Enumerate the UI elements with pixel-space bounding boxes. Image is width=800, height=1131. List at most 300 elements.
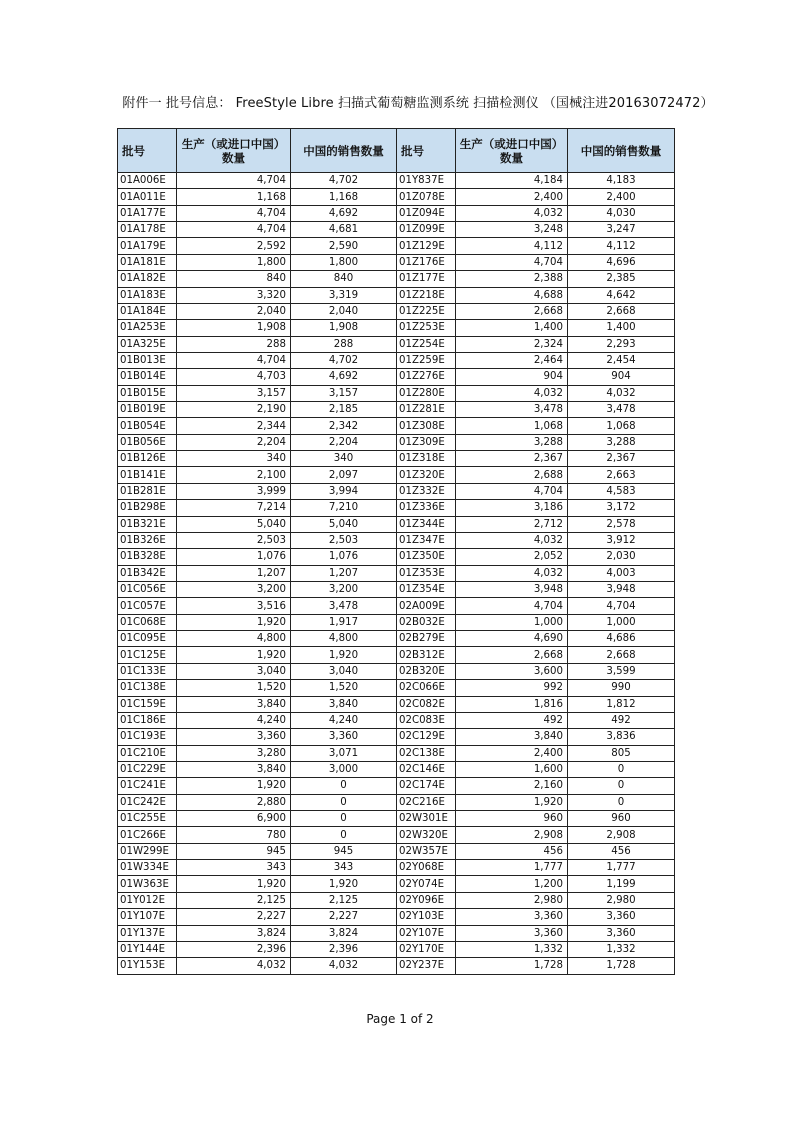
batch-number-cell: 01B054E bbox=[118, 418, 177, 434]
production-quantity-cell: 2,040 bbox=[177, 303, 291, 319]
table-row bbox=[118, 336, 675, 352]
batch-number-cell: 01C159E bbox=[118, 696, 177, 712]
table-row bbox=[118, 680, 675, 696]
table-row bbox=[118, 647, 675, 663]
production-quantity-cell: 4,240 bbox=[177, 712, 291, 728]
china-sales-cell: 1,207 bbox=[291, 565, 397, 581]
col-header-sales: 中国的销售数量 bbox=[568, 129, 675, 173]
china-sales-cell: 7,210 bbox=[291, 500, 397, 516]
china-sales-cell: 1,199 bbox=[568, 876, 675, 892]
china-sales-cell: 4,112 bbox=[568, 238, 675, 254]
table-row bbox=[118, 892, 675, 908]
production-quantity-cell: 7,214 bbox=[177, 500, 291, 516]
batch-number-cell: 01Z254E bbox=[397, 336, 456, 352]
production-quantity-cell: 1,908 bbox=[177, 320, 291, 336]
production-quantity-cell: 960 bbox=[456, 811, 568, 827]
china-sales-cell: 960 bbox=[568, 811, 675, 827]
china-sales-cell: 0 bbox=[568, 761, 675, 777]
production-quantity-cell: 340 bbox=[177, 451, 291, 467]
production-quantity-cell: 1,777 bbox=[456, 860, 568, 876]
batch-number-cell: 01A325E bbox=[118, 336, 177, 352]
table-row bbox=[118, 729, 675, 745]
batch-number-cell: 01Z350E bbox=[397, 549, 456, 565]
production-quantity-cell: 4,704 bbox=[456, 598, 568, 614]
china-sales-cell: 3,994 bbox=[291, 483, 397, 499]
china-sales-cell: 1,920 bbox=[291, 647, 397, 663]
production-quantity-cell: 2,400 bbox=[456, 189, 568, 205]
batch-number-cell: 01C242E bbox=[118, 794, 177, 810]
table-row bbox=[118, 189, 675, 205]
batch-number-cell: 02C083E bbox=[397, 712, 456, 728]
production-quantity-cell: 4,184 bbox=[456, 173, 568, 189]
batch-number-cell: 01B281E bbox=[118, 483, 177, 499]
table-row bbox=[118, 303, 675, 319]
china-sales-cell: 3,319 bbox=[291, 287, 397, 303]
china-sales-cell: 3,040 bbox=[291, 663, 397, 679]
table-row bbox=[118, 843, 675, 859]
china-sales-cell: 945 bbox=[291, 843, 397, 859]
china-sales-cell: 1,076 bbox=[291, 549, 397, 565]
batch-number-cell: 01A178E bbox=[118, 222, 177, 238]
batch-number-cell: 01Z320E bbox=[397, 467, 456, 483]
china-sales-cell: 1,908 bbox=[291, 320, 397, 336]
china-sales-cell: 1,812 bbox=[568, 696, 675, 712]
table-row bbox=[118, 712, 675, 728]
production-quantity-cell: 1,800 bbox=[177, 254, 291, 270]
batch-number-cell: 01A011E bbox=[118, 189, 177, 205]
china-sales-cell: 2,454 bbox=[568, 352, 675, 368]
china-sales-cell: 2,125 bbox=[291, 892, 397, 908]
batch-number-cell: 01Z253E bbox=[397, 320, 456, 336]
china-sales-cell: 4,681 bbox=[291, 222, 397, 238]
table-row bbox=[118, 941, 675, 957]
production-quantity-cell: 343 bbox=[177, 860, 291, 876]
batch-number-cell: 01A184E bbox=[118, 303, 177, 319]
china-sales-cell: 2,578 bbox=[568, 516, 675, 532]
table-row bbox=[118, 614, 675, 630]
china-sales-cell: 1,000 bbox=[568, 614, 675, 630]
batch-number-cell: 01Z318E bbox=[397, 451, 456, 467]
batch-number-cell: 01Z281E bbox=[397, 402, 456, 418]
production-quantity-cell: 2,160 bbox=[456, 778, 568, 794]
batch-number-cell: 02Y096E bbox=[397, 892, 456, 908]
batch-number-cell: 01Y137E bbox=[118, 925, 177, 941]
batch-number-cell: 01Z347E bbox=[397, 532, 456, 548]
batch-number-cell: 01C068E bbox=[118, 614, 177, 630]
batch-number-cell: 01B141E bbox=[118, 467, 177, 483]
page-footer: Page 1 of 2 bbox=[366, 1012, 434, 1026]
china-sales-cell: 492 bbox=[568, 712, 675, 728]
table-row bbox=[118, 451, 675, 467]
production-quantity-cell: 1,207 bbox=[177, 565, 291, 581]
production-quantity-cell: 2,388 bbox=[456, 271, 568, 287]
production-quantity-cell: 2,227 bbox=[177, 909, 291, 925]
batch-number-cell: 01Y144E bbox=[118, 941, 177, 957]
china-sales-cell: 1,920 bbox=[291, 876, 397, 892]
batch-number-cell: 01C255E bbox=[118, 811, 177, 827]
china-sales-cell: 2,293 bbox=[568, 336, 675, 352]
china-sales-cell: 340 bbox=[291, 451, 397, 467]
china-sales-cell: 4,704 bbox=[568, 598, 675, 614]
china-sales-cell: 4,686 bbox=[568, 631, 675, 647]
production-quantity-cell: 1,000 bbox=[456, 614, 568, 630]
table-row bbox=[118, 860, 675, 876]
china-sales-cell: 1,917 bbox=[291, 614, 397, 630]
batch-number-cell: 01Z177E bbox=[397, 271, 456, 287]
production-quantity-cell: 2,592 bbox=[177, 238, 291, 254]
batch-number-cell: 02C129E bbox=[397, 729, 456, 745]
batch-number-cell: 02B032E bbox=[397, 614, 456, 630]
production-quantity-cell: 2,367 bbox=[456, 451, 568, 467]
batch-number-cell: 01A182E bbox=[118, 271, 177, 287]
production-quantity-cell: 3,288 bbox=[456, 434, 568, 450]
china-sales-cell: 4,030 bbox=[568, 205, 675, 221]
production-quantity-cell: 3,600 bbox=[456, 663, 568, 679]
china-sales-cell: 3,599 bbox=[568, 663, 675, 679]
china-sales-cell: 2,668 bbox=[568, 303, 675, 319]
col-header-production: 生产（或进口中国） 数量 bbox=[177, 129, 291, 173]
china-sales-cell: 4,583 bbox=[568, 483, 675, 499]
production-quantity-cell: 1,920 bbox=[177, 876, 291, 892]
china-sales-cell: 4,800 bbox=[291, 631, 397, 647]
batch-number-cell: 01Y107E bbox=[118, 909, 177, 925]
china-sales-cell: 1,332 bbox=[568, 941, 675, 957]
table-row bbox=[118, 320, 675, 336]
china-sales-cell: 2,385 bbox=[568, 271, 675, 287]
batch-number-cell: 01Z309E bbox=[397, 434, 456, 450]
batch-number-cell: 01Z078E bbox=[397, 189, 456, 205]
china-sales-cell: 3,836 bbox=[568, 729, 675, 745]
china-sales-cell: 990 bbox=[568, 680, 675, 696]
production-quantity-cell: 4,690 bbox=[456, 631, 568, 647]
china-sales-cell: 343 bbox=[291, 860, 397, 876]
batch-number-cell: 01B126E bbox=[118, 451, 177, 467]
china-sales-cell: 1,168 bbox=[291, 189, 397, 205]
batch-number-cell: 01Z176E bbox=[397, 254, 456, 270]
china-sales-cell: 4,032 bbox=[291, 958, 397, 974]
batch-number-cell: 01Z276E bbox=[397, 369, 456, 385]
china-sales-cell: 1,400 bbox=[568, 320, 675, 336]
china-sales-cell: 904 bbox=[568, 369, 675, 385]
table-header-row bbox=[118, 129, 675, 173]
batch-number-cell: 01C241E bbox=[118, 778, 177, 794]
table-row bbox=[118, 385, 675, 401]
production-quantity-cell: 6,900 bbox=[177, 811, 291, 827]
china-sales-cell: 1,068 bbox=[568, 418, 675, 434]
batch-number-cell: 02Y074E bbox=[397, 876, 456, 892]
batch-number-cell: 01C125E bbox=[118, 647, 177, 663]
production-quantity-cell: 1,920 bbox=[177, 778, 291, 794]
china-sales-cell: 2,342 bbox=[291, 418, 397, 434]
china-sales-cell: 3,824 bbox=[291, 925, 397, 941]
table-row bbox=[118, 876, 675, 892]
china-sales-cell: 2,030 bbox=[568, 549, 675, 565]
production-quantity-cell: 780 bbox=[177, 827, 291, 843]
china-sales-cell: 4,696 bbox=[568, 254, 675, 270]
production-quantity-cell: 2,052 bbox=[456, 549, 568, 565]
batch-number-cell: 01Z129E bbox=[397, 238, 456, 254]
table-row bbox=[118, 909, 675, 925]
batch-number-cell: 01Z354E bbox=[397, 581, 456, 597]
table-row bbox=[118, 761, 675, 777]
china-sales-cell: 2,980 bbox=[568, 892, 675, 908]
china-sales-cell: 4,003 bbox=[568, 565, 675, 581]
batch-number-cell: 01B015E bbox=[118, 385, 177, 401]
china-sales-cell: 2,204 bbox=[291, 434, 397, 450]
table-row bbox=[118, 532, 675, 548]
table-row bbox=[118, 254, 675, 270]
china-sales-cell: 2,367 bbox=[568, 451, 675, 467]
batch-number-cell: 01Z259E bbox=[397, 352, 456, 368]
production-quantity-cell: 2,880 bbox=[177, 794, 291, 810]
production-quantity-cell: 1,728 bbox=[456, 958, 568, 974]
batch-table bbox=[117, 128, 675, 975]
china-sales-cell: 4,183 bbox=[568, 173, 675, 189]
table-row bbox=[118, 549, 675, 565]
batch-number-cell: 01C095E bbox=[118, 631, 177, 647]
production-quantity-cell: 2,324 bbox=[456, 336, 568, 352]
production-quantity-cell: 4,704 bbox=[177, 352, 291, 368]
production-quantity-cell: 3,360 bbox=[456, 925, 568, 941]
table-row bbox=[118, 238, 675, 254]
batch-number-cell: 01B321E bbox=[118, 516, 177, 532]
china-sales-cell: 3,071 bbox=[291, 745, 397, 761]
china-sales-cell: 4,692 bbox=[291, 369, 397, 385]
china-sales-cell: 0 bbox=[291, 794, 397, 810]
production-quantity-cell: 2,400 bbox=[456, 745, 568, 761]
production-quantity-cell: 4,112 bbox=[456, 238, 568, 254]
batch-number-cell: 01Z344E bbox=[397, 516, 456, 532]
production-quantity-cell: 4,032 bbox=[456, 565, 568, 581]
batch-number-cell: 01Z280E bbox=[397, 385, 456, 401]
production-quantity-cell: 904 bbox=[456, 369, 568, 385]
china-sales-cell: 3,912 bbox=[568, 532, 675, 548]
batch-number-cell: 01C266E bbox=[118, 827, 177, 843]
batch-number-cell: 02Y107E bbox=[397, 925, 456, 941]
table-row bbox=[118, 434, 675, 450]
production-quantity-cell: 3,840 bbox=[177, 761, 291, 777]
china-sales-cell: 3,172 bbox=[568, 500, 675, 516]
batch-number-cell: 02C066E bbox=[397, 680, 456, 696]
table-row bbox=[118, 173, 675, 189]
production-quantity-cell: 4,704 bbox=[177, 205, 291, 221]
table-row bbox=[118, 271, 675, 287]
batch-number-cell: 02Y170E bbox=[397, 941, 456, 957]
col-header-batch: 批号 bbox=[118, 129, 177, 173]
production-quantity-cell: 3,999 bbox=[177, 483, 291, 499]
table-row bbox=[118, 222, 675, 238]
batch-number-cell: 01C138E bbox=[118, 680, 177, 696]
china-sales-cell: 2,908 bbox=[568, 827, 675, 843]
production-quantity-cell: 2,396 bbox=[177, 941, 291, 957]
table-row bbox=[118, 467, 675, 483]
production-quantity-cell: 1,168 bbox=[177, 189, 291, 205]
batch-number-cell: 01C193E bbox=[118, 729, 177, 745]
batch-number-cell: 01B328E bbox=[118, 549, 177, 565]
col-header-sales: 中国的销售数量 bbox=[291, 129, 397, 173]
china-sales-cell: 805 bbox=[568, 745, 675, 761]
china-sales-cell: 4,702 bbox=[291, 173, 397, 189]
batch-number-cell: 02W301E bbox=[397, 811, 456, 827]
production-quantity-cell: 3,248 bbox=[456, 222, 568, 238]
batch-number-cell: 01W299E bbox=[118, 843, 177, 859]
table-row bbox=[118, 631, 675, 647]
batch-number-cell: 01C210E bbox=[118, 745, 177, 761]
batch-number-cell: 01A183E bbox=[118, 287, 177, 303]
production-quantity-cell: 3,516 bbox=[177, 598, 291, 614]
production-quantity-cell: 492 bbox=[456, 712, 568, 728]
china-sales-cell: 2,227 bbox=[291, 909, 397, 925]
china-sales-cell: 3,200 bbox=[291, 581, 397, 597]
production-quantity-cell: 1,920 bbox=[177, 647, 291, 663]
production-quantity-cell: 4,704 bbox=[456, 483, 568, 499]
batch-number-cell: 01Z332E bbox=[397, 483, 456, 499]
production-quantity-cell: 4,703 bbox=[177, 369, 291, 385]
table-row bbox=[118, 500, 675, 516]
china-sales-cell: 3,288 bbox=[568, 434, 675, 450]
table-row bbox=[118, 369, 675, 385]
china-sales-cell: 5,040 bbox=[291, 516, 397, 532]
production-quantity-cell: 2,668 bbox=[456, 647, 568, 663]
production-quantity-cell: 4,704 bbox=[177, 222, 291, 238]
table-row bbox=[118, 516, 675, 532]
table-row bbox=[118, 598, 675, 614]
batch-number-cell: 01C057E bbox=[118, 598, 177, 614]
batch-number-cell: 01A181E bbox=[118, 254, 177, 270]
table-row bbox=[118, 205, 675, 221]
table-row bbox=[118, 402, 675, 418]
batch-number-cell: 01C186E bbox=[118, 712, 177, 728]
batch-number-cell: 02B320E bbox=[397, 663, 456, 679]
production-quantity-cell: 945 bbox=[177, 843, 291, 859]
batch-number-cell: 01Y837E bbox=[397, 173, 456, 189]
table-row bbox=[118, 352, 675, 368]
production-quantity-cell: 992 bbox=[456, 680, 568, 696]
batch-number-cell: 02Y237E bbox=[397, 958, 456, 974]
production-quantity-cell: 5,040 bbox=[177, 516, 291, 532]
china-sales-cell: 0 bbox=[568, 778, 675, 794]
production-quantity-cell: 4,704 bbox=[177, 173, 291, 189]
batch-number-cell: 01Z336E bbox=[397, 500, 456, 516]
china-sales-cell: 4,032 bbox=[568, 385, 675, 401]
batch-number-cell: 01Z308E bbox=[397, 418, 456, 434]
production-quantity-cell: 3,824 bbox=[177, 925, 291, 941]
china-sales-cell: 2,097 bbox=[291, 467, 397, 483]
batch-number-cell: 01B298E bbox=[118, 500, 177, 516]
production-quantity-cell: 3,360 bbox=[177, 729, 291, 745]
batch-number-cell: 01Z094E bbox=[397, 205, 456, 221]
table-row bbox=[118, 418, 675, 434]
production-quantity-cell: 3,840 bbox=[177, 696, 291, 712]
batch-number-cell: 01B014E bbox=[118, 369, 177, 385]
production-quantity-cell: 2,100 bbox=[177, 467, 291, 483]
china-sales-cell: 2,590 bbox=[291, 238, 397, 254]
batch-number-cell: 02W357E bbox=[397, 843, 456, 859]
production-quantity-cell: 2,344 bbox=[177, 418, 291, 434]
production-quantity-cell: 4,032 bbox=[456, 205, 568, 221]
china-sales-cell: 0 bbox=[568, 794, 675, 810]
production-quantity-cell: 2,980 bbox=[456, 892, 568, 908]
china-sales-cell: 288 bbox=[291, 336, 397, 352]
production-quantity-cell: 2,464 bbox=[456, 352, 568, 368]
table-row bbox=[118, 811, 675, 827]
china-sales-cell: 4,240 bbox=[291, 712, 397, 728]
china-sales-cell: 4,642 bbox=[568, 287, 675, 303]
china-sales-cell: 4,702 bbox=[291, 352, 397, 368]
production-quantity-cell: 2,688 bbox=[456, 467, 568, 483]
production-quantity-cell: 3,948 bbox=[456, 581, 568, 597]
batch-number-cell: 01W334E bbox=[118, 860, 177, 876]
china-sales-cell: 3,840 bbox=[291, 696, 397, 712]
production-quantity-cell: 4,032 bbox=[456, 532, 568, 548]
china-sales-cell: 2,663 bbox=[568, 467, 675, 483]
batch-number-cell: 02C146E bbox=[397, 761, 456, 777]
production-quantity-cell: 4,032 bbox=[177, 958, 291, 974]
col-header-batch: 批号 bbox=[397, 129, 456, 173]
batch-number-cell: 01C056E bbox=[118, 581, 177, 597]
production-quantity-cell: 3,186 bbox=[456, 500, 568, 516]
table-row bbox=[118, 581, 675, 597]
table-row bbox=[118, 794, 675, 810]
china-sales-cell: 840 bbox=[291, 271, 397, 287]
batch-number-cell: 02B312E bbox=[397, 647, 456, 663]
production-quantity-cell: 2,908 bbox=[456, 827, 568, 843]
batch-number-cell: 01B056E bbox=[118, 434, 177, 450]
production-quantity-cell: 2,125 bbox=[177, 892, 291, 908]
batch-number-cell: 01A179E bbox=[118, 238, 177, 254]
batch-number-cell: 01Z353E bbox=[397, 565, 456, 581]
china-sales-cell: 3,360 bbox=[568, 909, 675, 925]
production-quantity-cell: 1,076 bbox=[177, 549, 291, 565]
china-sales-cell: 3,000 bbox=[291, 761, 397, 777]
china-sales-cell: 2,668 bbox=[568, 647, 675, 663]
production-quantity-cell: 1,332 bbox=[456, 941, 568, 957]
production-quantity-cell: 2,190 bbox=[177, 402, 291, 418]
table-row bbox=[118, 827, 675, 843]
table-row bbox=[118, 925, 675, 941]
production-quantity-cell: 4,688 bbox=[456, 287, 568, 303]
batch-number-cell: 01C229E bbox=[118, 761, 177, 777]
table-row bbox=[118, 565, 675, 581]
batch-number-cell: 01Y153E bbox=[118, 958, 177, 974]
batch-number-cell: 01C133E bbox=[118, 663, 177, 679]
batch-number-cell: 02C082E bbox=[397, 696, 456, 712]
table-row bbox=[118, 483, 675, 499]
production-quantity-cell: 2,712 bbox=[456, 516, 568, 532]
page-title: 附件一 批号信息： FreeStyle Libre 扫描式葡萄糖监测系统 扫描检测仪 （国械注进20163072472） bbox=[122, 96, 714, 111]
china-sales-cell: 2,396 bbox=[291, 941, 397, 957]
batch-number-cell: 02C138E bbox=[397, 745, 456, 761]
production-quantity-cell: 2,503 bbox=[177, 532, 291, 548]
batch-number-cell: 01Z218E bbox=[397, 287, 456, 303]
batch-number-cell: 01B342E bbox=[118, 565, 177, 581]
china-sales-cell: 3,360 bbox=[291, 729, 397, 745]
china-sales-cell: 3,478 bbox=[568, 402, 675, 418]
production-quantity-cell: 1,200 bbox=[456, 876, 568, 892]
production-quantity-cell: 4,800 bbox=[177, 631, 291, 647]
batch-number-cell: 01B019E bbox=[118, 402, 177, 418]
production-quantity-cell: 456 bbox=[456, 843, 568, 859]
production-quantity-cell: 840 bbox=[177, 271, 291, 287]
production-quantity-cell: 3,157 bbox=[177, 385, 291, 401]
production-quantity-cell: 1,400 bbox=[456, 320, 568, 336]
table-row bbox=[118, 745, 675, 761]
production-quantity-cell: 288 bbox=[177, 336, 291, 352]
table-row bbox=[118, 958, 675, 974]
production-quantity-cell: 4,704 bbox=[456, 254, 568, 270]
batch-number-cell: 01A177E bbox=[118, 205, 177, 221]
batch-number-cell: 01Z225E bbox=[397, 303, 456, 319]
